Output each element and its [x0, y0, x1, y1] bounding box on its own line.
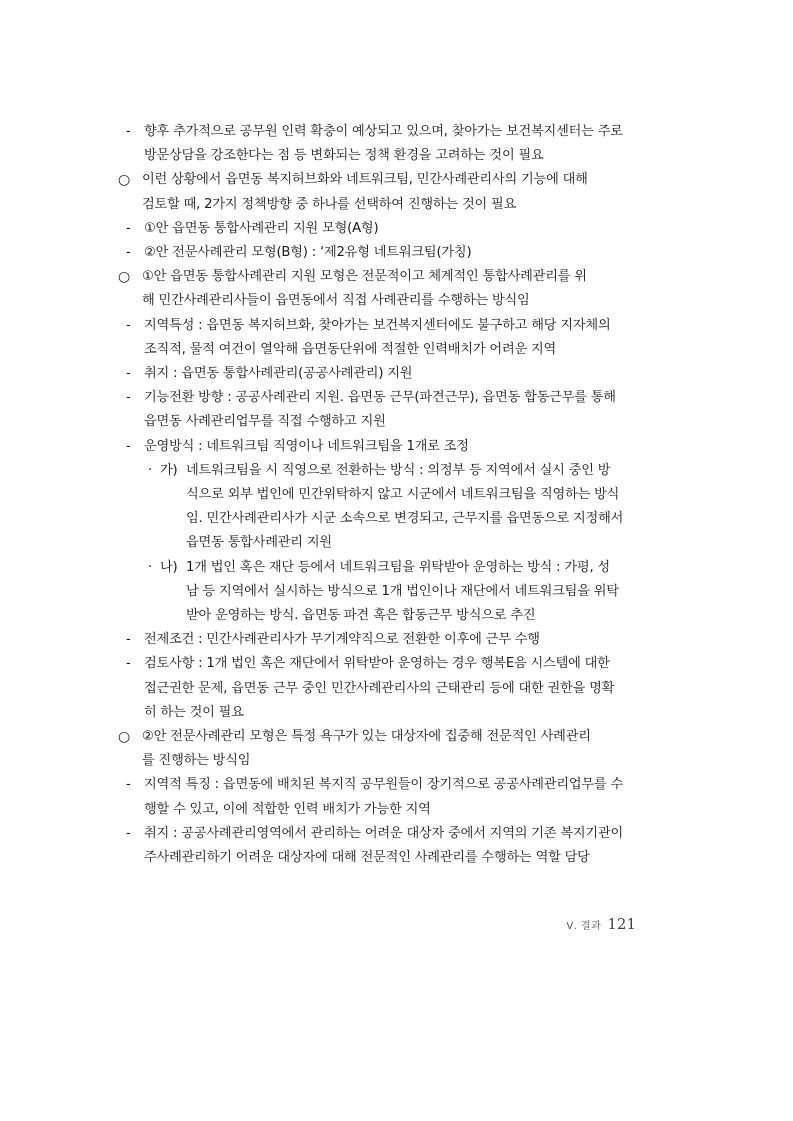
dash-item — [116, 217, 636, 241]
page-footer — [560, 914, 636, 933]
dash-item — [116, 628, 636, 652]
dash-item — [116, 435, 636, 459]
dash-marker: - — [126, 632, 131, 648]
text-line: ①안 읍면동 통합사례관리 지원 모형(A형) — [144, 220, 379, 236]
text-line: 읍면동 통합사례관리 지원 — [186, 535, 332, 551]
text-line: 검토사항 : 1개 법인 혹은 재단에서 위탁받아 운영하는 경우 행복E음 시스템에 대한 — [144, 656, 610, 672]
sub-item — [116, 556, 636, 629]
text-line: 임. 민간사례관리사가 시군 소속으로 변경되고, 근무지를 읍면동으로 지정해서 — [186, 511, 624, 527]
dash-item — [116, 822, 636, 870]
dash-item — [116, 652, 636, 725]
dash-marker: - — [126, 124, 131, 139]
text-line: 방문상담을 강조한다는 점 등 변화되는 정책 환경을 고려하는 것이 필요 — [144, 148, 544, 164]
dash-marker: - — [126, 390, 131, 406]
dash-marker: - — [126, 438, 131, 454]
sub-item-label: 가) — [160, 462, 178, 478]
text-line: 취지 : 공공사례관리영역에서 관리하는 어려운 대상자 중에서 지역의 기존 복지기관이 — [144, 825, 624, 841]
dash-marker: - — [126, 825, 131, 841]
dash-item — [116, 362, 636, 386]
body-text — [116, 120, 636, 870]
text-line: 조직적, 물적 여건이 열악해 읍면동단위에 적절한 인력배치가 어려운 지역 — [144, 341, 557, 357]
bullet-paragraph — [116, 725, 636, 773]
text-line: 남 등 지역에서 실시하는 방식으로 1개 법인이나 재단에서 네트워크팀을 위탁 — [186, 583, 619, 599]
dot-marker — [148, 556, 186, 580]
text-line: 검토할 때, 2가지 정책방향 중 하나를 선택하여 진행하는 것이 필요 — [142, 196, 517, 212]
dash-item — [116, 241, 636, 265]
text-line: 주사례관리하기 어려운 대상자에 대해 전문적인 사례관리를 수행하는 역할 담당 — [144, 850, 590, 866]
text-line: 를 진행하는 방식임 — [142, 753, 251, 769]
text-line: 히 하는 것이 필요 — [144, 704, 244, 720]
dash-marker: - — [126, 777, 131, 793]
text-line: 이런 상황에서 읍면동 복지허브화와 네트워크팀, 민간사례관리사의 기능에 대해 — [142, 172, 588, 188]
dot-marker-glyph: · — [148, 462, 152, 478]
text-line: 1개 법인 혹은 재단 등에서 네트워크팀을 위탁받아 운영하는 방식 : 가평, 성 — [186, 559, 610, 575]
sub-item-label: 나) — [160, 559, 178, 575]
sub-item — [116, 459, 636, 556]
text-line: 네트워크팀을 시 직영으로 전환하는 방식 : 의정부 등 지역에서 실시 중인 방 — [186, 462, 611, 478]
bullet-paragraph — [116, 168, 636, 216]
dash-marker: - — [126, 317, 131, 333]
text-line: 지역적 특징 : 읍면동에 배치된 복지직 공무원들이 장기적으로 공공사례관리업무를 수 — [144, 777, 624, 793]
text-line: 기능전환 방향 : 공공사례관리 지원. 읍면동 근무(파견근무), 읍면동 합동근무를 통해 — [144, 390, 616, 406]
text-line: 취지 : 읍면동 통합사례관리(공공사례관리) 지원 — [144, 366, 413, 382]
bullet-paragraph — [116, 265, 636, 313]
dash-marker: - — [126, 245, 131, 261]
text-line: 식으로 외부 법인에 민간위탁하지 않고 시군에서 네트워크팀을 직영하는 방식 — [186, 487, 620, 503]
text-line: 접근권한 문제, 읍면동 근무 중인 민간사례관리사의 근태관리 등에 대한 권한을 명확 — [144, 680, 615, 696]
dash-marker: - — [126, 656, 131, 672]
text-line: 운영방식 : 네트워크팀 직영이나 네트워크팀을 1개로 조정 — [144, 438, 469, 454]
dash-item — [116, 120, 636, 168]
dash-item — [116, 386, 636, 434]
text-line: ②안 전문사례관리 모형은 특정 욕구가 있는 대상자에 집중해 전문적인 사례관리 — [142, 729, 591, 745]
text-line: 받아 운영하는 방식. 읍면동 파견 혹은 합동근무 방식으로 추진 — [186, 608, 536, 624]
text-line: ①안 읍면동 통합사례관리 지원 모형은 전문적이고 체계적인 통합사례관리를 위 — [142, 269, 587, 285]
circle-marker: ○ — [118, 172, 131, 189]
circle-marker: ○ — [118, 729, 131, 746]
text-line: 행할 수 있고, 이에 적합한 인력 배치가 가능한 지역 — [144, 801, 431, 817]
dash-item — [116, 314, 636, 362]
text-line: 향후 추가적으로 공무원 인력 확충이 예상되고 있으며, 찾아가는 보건복지센터는 주로 — [144, 124, 623, 139]
circle-marker: ○ — [118, 269, 131, 286]
text-line: 전제조건 : 민간사례관리사가 무기계약직으로 전환한 이후에 근무 수행 — [144, 632, 540, 648]
dash-item — [116, 773, 636, 821]
text-line: ②안 전문사례관리 모형(B형) : ‘제2유형 네트워크팀(가칭) — [144, 245, 472, 261]
dash-marker: - — [126, 366, 131, 382]
footer-section-label: Ⅴ. 결과 — [566, 921, 602, 932]
page-number: 121 — [607, 915, 636, 933]
text-line: 해 민간사례관리사들이 읍면동에서 직접 사례관리를 수행하는 방식임 — [142, 293, 530, 309]
text-line: 지역특성 : 읍면동 복지허브화, 찾아가는 보건복지센터에도 불구하고 해당 지자체의 — [144, 317, 611, 333]
dash-marker: - — [126, 220, 131, 236]
dot-marker — [148, 459, 186, 483]
dot-marker-glyph: · — [148, 559, 152, 575]
text-line: 읍면동 사례관리업무를 직접 수행하고 지원 — [144, 414, 386, 430]
